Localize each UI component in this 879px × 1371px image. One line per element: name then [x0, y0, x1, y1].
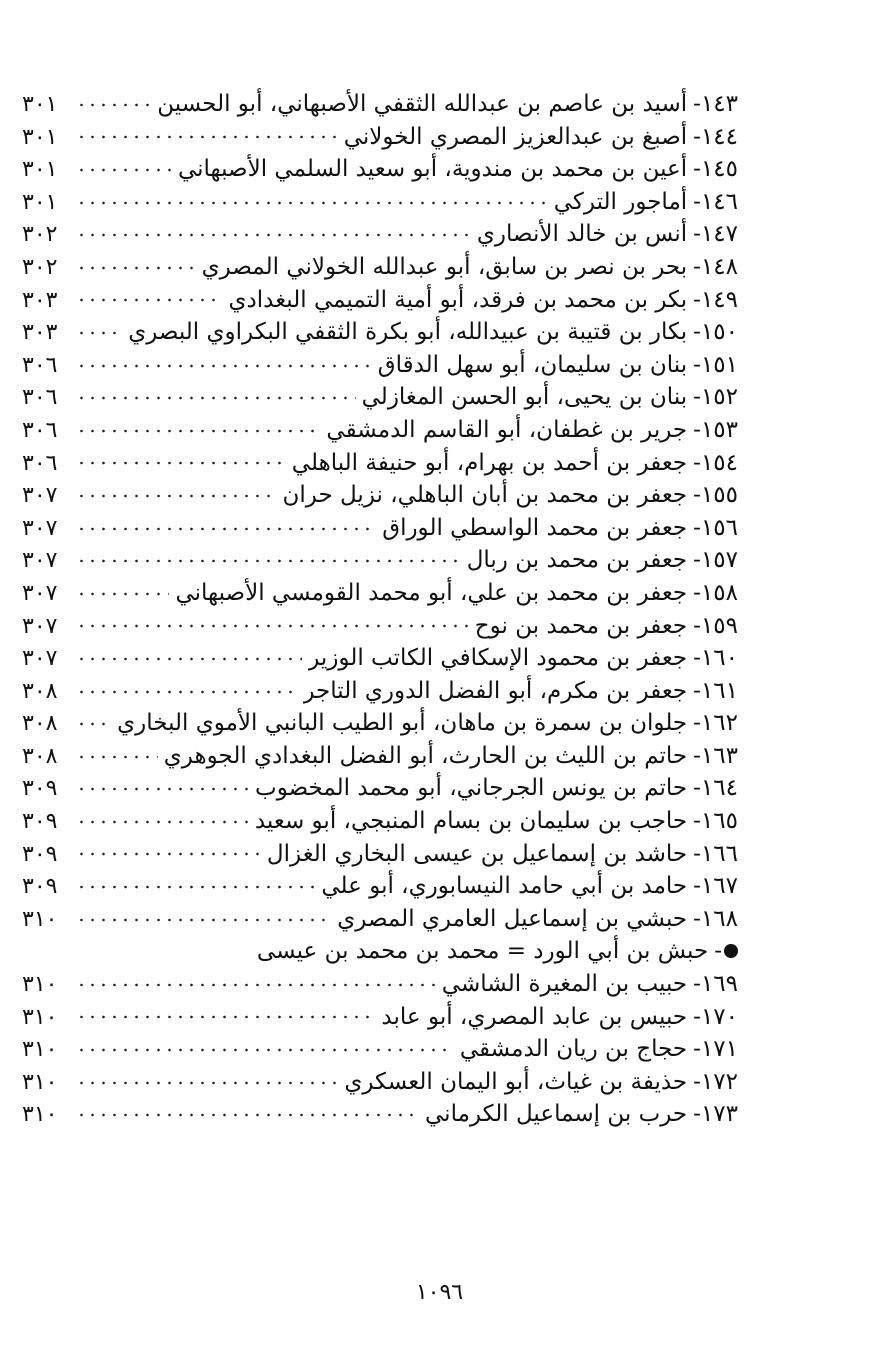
entry-name: جلوان بن سمرة بن ماهان، أبو الطيب البانبي الأموي البخاري [117, 710, 688, 737]
entry-number: ١٧٣- [693, 1101, 738, 1128]
entry-number: ١٥٩- [693, 612, 738, 639]
entry-number: ١٦٧- [693, 873, 738, 900]
entry-number: ١٦٦- [693, 840, 738, 867]
entry-number: ١٥٧- [693, 547, 738, 574]
entry-name: حاتم بن يونس الجرجاني، أبو محمد المخضوب [255, 775, 688, 802]
entry-name: أصبغ بن عبدالعزيز المصري الخولاني [343, 123, 688, 150]
entry-page-ref: ٣٠٦ [22, 385, 58, 411]
entry-number: ١٧١- [693, 1036, 738, 1063]
entry-number: ١٥٥- [693, 482, 738, 509]
entry-name: جعفر بن مكرم، أبو الفضل الدوري التاجر [303, 677, 688, 704]
entry-number: ١٦٥- [693, 808, 738, 835]
index-entry [22, 870, 738, 903]
entry-number: ١٤٦- [693, 188, 738, 215]
entry-number: ١٧٢- [693, 1068, 738, 1095]
index-entry [22, 1001, 738, 1034]
entry-name: جعفر بن محمد بن ربال [466, 547, 688, 574]
dot-leader [76, 675, 297, 698]
dot-leader [76, 805, 249, 828]
entry-name: أسيد بن عاصم بن عبدالله الثقفي الأصبهاني، أبو الحسين [157, 91, 688, 117]
index-entry [22, 1098, 738, 1131]
index-entry [22, 284, 738, 317]
dot-leader [76, 1066, 338, 1089]
entry-page-ref: ٣٠٧ [22, 646, 58, 672]
dot-leader [76, 121, 338, 144]
entry-page-ref: ٣٠٧ [22, 515, 58, 541]
dot-leader [76, 577, 169, 600]
entry-page-ref: ٣١٠ [22, 972, 58, 998]
entry-number: ١٦٠- [693, 645, 738, 672]
index-entry [22, 805, 738, 838]
index-entry [22, 479, 738, 512]
dot-leader [76, 707, 111, 730]
entry-number: ١٥٢- [693, 384, 738, 411]
entry-page-ref: ٣٠٣ [22, 287, 58, 313]
entry-page-ref: ٣٠٦ [22, 352, 58, 378]
entry-page-ref: ٣٠٨ [22, 678, 58, 704]
index-entry [22, 642, 738, 675]
entry-number: ١٦٢- [693, 710, 738, 737]
dot-leader [76, 381, 356, 404]
dot-leader [76, 772, 249, 795]
dot-leader [76, 1001, 375, 1024]
entry-page-ref: ٣٠٧ [22, 483, 58, 509]
index-entry [22, 251, 738, 284]
entry-number: ١٦٨- [693, 905, 738, 932]
entry-number: ١٦٣- [693, 742, 738, 769]
entry-page-ref: ٣٠٧ [22, 613, 58, 639]
entry-name: جعفر بن محمد بن أبان الباهلي، نزيل حران [282, 482, 688, 509]
entry-name: بكار بن قتيبة بن عبيدالله، أبو بكرة الثقفي البكراوي البصري [128, 319, 688, 346]
index-entry [22, 675, 738, 708]
dot-leader [76, 870, 315, 893]
entry-number: ١٥٦- [693, 514, 738, 541]
entry-page-ref: ٣٠٨ [22, 743, 58, 769]
entry-number: ١٦٤- [693, 775, 738, 802]
entry-name: حاجب بن سليمان بن بسام المنبجي، أبو سعيد [254, 808, 688, 835]
dot-leader [76, 968, 436, 991]
index-entry [22, 968, 738, 1001]
entry-number: ١٤٧- [693, 221, 738, 248]
dot-leader [76, 218, 471, 241]
dot-leader [76, 153, 172, 176]
entry-name: حرب بن إسماعيل الكرماني [425, 1101, 688, 1128]
entry-page-ref: ٣٠٧ [22, 548, 58, 574]
index-entry [22, 414, 738, 447]
index-list [22, 88, 738, 1131]
entry-page-ref: ٣١٠ [22, 906, 58, 932]
entry-number: ١٥٤- [693, 449, 738, 476]
index-entry [22, 707, 738, 740]
dot-leader [76, 88, 151, 111]
entry-page-ref: ٣٠١ [22, 189, 58, 215]
entry-name: بكر بن محمد بن فرقد، أبو أمية التميمي البغدادي [228, 286, 688, 313]
entry-number: ١٤٩- [693, 286, 738, 313]
index-entry [22, 447, 738, 480]
index-entry [22, 349, 738, 382]
index-entry [22, 577, 738, 610]
entry-name: جعفر بن محمد الواسطي الوراق [382, 514, 688, 541]
entry-page-ref: ٣٠٩ [22, 809, 58, 835]
index-entry [22, 740, 738, 773]
entry-number: ١٦١- [693, 677, 738, 704]
entry-name: جعفر بن محمد بن علي، أبو محمد القومسي الأصبهاني [175, 579, 688, 606]
entry-number: ١٤٥- [693, 156, 738, 183]
entry-page-ref: ٣٠٦ [22, 417, 58, 443]
entry-name: جعفر بن أحمد بن بهرام، أبو حنيفة الباهلي [291, 449, 688, 476]
dot-leader [76, 186, 548, 209]
index-entry [22, 1033, 738, 1066]
dot-leader [76, 610, 469, 633]
dot-leader [76, 316, 122, 339]
entry-page-ref: ٣١٠ [22, 1102, 58, 1128]
entry-page-ref: ٣١٠ [22, 1037, 58, 1063]
entry-page-ref: ٣٠٢ [22, 254, 58, 280]
entry-name: حذيفة بن غياث، أبو اليمان العسكري [344, 1068, 688, 1095]
entry-number: ١٥٠- [693, 319, 738, 346]
entry-number: ١٥٣- [693, 416, 738, 443]
entry-page-ref: ٣٠١ [22, 124, 58, 150]
index-entry [22, 218, 738, 251]
index-entry [22, 88, 738, 121]
entry-name: حاشد بن إسماعيل بن عيسى البخاري الغزال [266, 840, 688, 867]
entry-number: ١٧٠- [693, 1003, 738, 1030]
index-entry [22, 838, 738, 871]
index-entry [22, 610, 738, 643]
entry-page-ref: ٣١٠ [22, 1069, 58, 1095]
entry-name: حامد بن أبي حامد النيسابوري، أبو علي [321, 873, 688, 900]
page-number: ١٠٩٦ [415, 1280, 464, 1305]
index-entry [22, 121, 738, 154]
entry-name: حاتم بن الليث بن الحارث، أبو الفضل البغدادي الجوهري [163, 742, 688, 769]
index-entry [22, 903, 738, 936]
entry-name: حبيب بن المغيرة الشاشي [441, 971, 688, 998]
entry-name: أماجور التركي [553, 188, 688, 215]
entry-name: جعفر بن محمود الإسكافي الكاتب الوزير [308, 645, 688, 672]
entry-page-ref: ٣٠٦ [22, 450, 58, 476]
entry-name: حجاج بن ريان الدمشقي [459, 1036, 688, 1063]
dot-leader [76, 740, 158, 763]
entry-page-ref: ٣٠٩ [22, 841, 58, 867]
dot-leader [76, 447, 286, 470]
dot-leader [76, 838, 261, 861]
dot-leader [76, 512, 376, 535]
dot-leader [76, 349, 372, 372]
dot-leader [76, 642, 302, 665]
entry-page-ref: ٣٠٩ [22, 874, 58, 900]
index-entry [22, 512, 738, 545]
dot-leader [76, 414, 320, 437]
index-entry [22, 544, 738, 577]
dot-leader [76, 1033, 454, 1056]
entry-number: ١٤٨- [693, 253, 738, 280]
cross-reference-entry [22, 935, 738, 968]
entry-number: ١٤٤- [693, 123, 738, 150]
entry-name: جرير بن غطفان، أبو القاسم الدمشقي [326, 416, 688, 443]
entry-name: حبيس بن عابد المصري، أبو عابد [381, 1003, 688, 1030]
index-entry [22, 1066, 738, 1099]
entry-name: جعفر بن محمد بن نوح [474, 612, 688, 639]
entry-name: بحر بن نصر بن سابق، أبو عبدالله الخولاني المصري [201, 253, 688, 280]
index-entry [22, 153, 738, 186]
dot-leader [76, 479, 277, 502]
entry-page-ref: ٣٠٨ [22, 711, 58, 737]
entry-number: ١٥٨- [693, 579, 738, 606]
entry-number: ١٤٣- [693, 91, 738, 117]
dot-leader [76, 903, 331, 926]
entry-name: حبشي بن إسماعيل العامري المصري [337, 905, 688, 932]
index-entry [22, 316, 738, 349]
entry-name: حبش بن أبي الورد = محمد بن محمد بن عيسى [256, 938, 709, 965]
entry-name: أعين بن محمد بن مندوية، أبو سعيد السلمي الأصبهاني [177, 156, 688, 183]
index-entry [22, 186, 738, 219]
entry-page-ref: ٣٠١ [22, 157, 58, 183]
entry-name: بنان بن يحيى، أبو الحسن المغازلي [361, 384, 688, 411]
dot-leader [76, 544, 461, 567]
dot-leader [76, 935, 251, 958]
entry-number: - [714, 938, 722, 965]
entry-name: بنان بن سليمان، أبو سهل الدقاق [377, 351, 688, 378]
entry-page-ref: ٣٠٣ [22, 320, 58, 346]
entry-page-ref: ٣٠٩ [22, 776, 58, 802]
entry-page-ref: ٣٠٢ [22, 222, 58, 248]
dot-leader [76, 284, 223, 307]
dot-leader [76, 1098, 419, 1121]
entry-page-ref: ٣٠١ [22, 92, 58, 117]
entry-name: أنس بن خالد الأنصاري [476, 221, 688, 248]
entry-page-ref: ٣٠٧ [22, 580, 58, 606]
index-entry [22, 772, 738, 805]
entry-number: ١٦٩- [693, 971, 738, 998]
bullet-icon [724, 944, 738, 958]
entry-number: ١٥١- [693, 351, 738, 378]
entry-page-ref: ٣١٠ [22, 1004, 58, 1030]
index-entry [22, 381, 738, 414]
dot-leader [76, 251, 196, 274]
